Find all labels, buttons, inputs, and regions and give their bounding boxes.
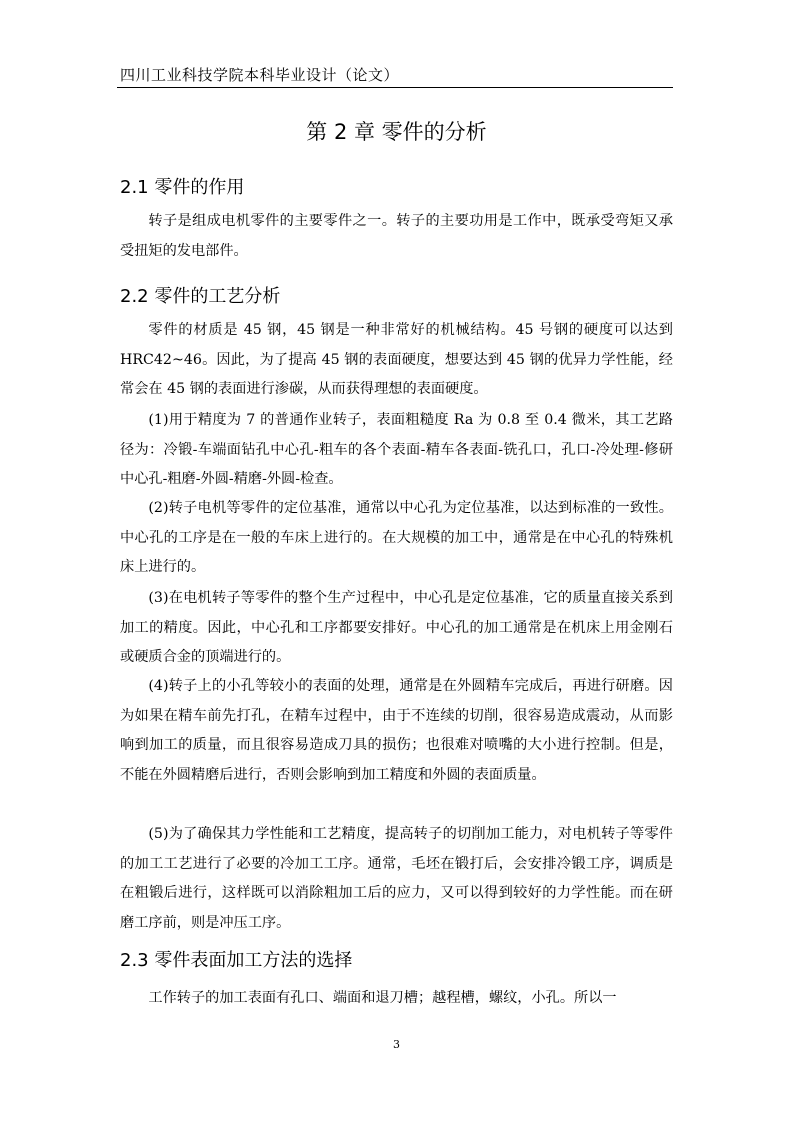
chapter-title: 第 2 章 零件的分析 [306, 120, 487, 144]
header-rule [117, 87, 673, 88]
paragraph-2-3-1: 工作转子的加工表面有孔口、端面和退刀槽；越程槽，螺纹，小孔。所以一 [148, 990, 617, 1006]
section-heading-2-3: 2.3 零件表面加工方法的选择 [120, 950, 353, 971]
paragraph-2-2-6: (5)为了确保其力学性能和工艺精度，提高转子的切削加工能力，对电机转子等零件的加工工艺进行了必要的冷加工工序。通常，毛坯在锻打后，会安排冷锻工序，调质是在粗锻后进行，这样既可以消除粗加工后的应力，又可以得到较好的力学性能。而在研磨工序前，则是冲压工序。 [120, 826, 673, 931]
paragraph-2-2-4: (3)在电机转子等零件的整个生产过程中，中心孔是定位基准，它的质量直接关系到加工的精度。因此，中心孔和工序都要安排好。中心孔的加工通常是在机床上用金刚石或硬质合金的顶端进行的。 [120, 590, 673, 665]
section-heading-2-2: 2.2 零件的工艺分析 [120, 286, 281, 307]
section-heading-2-1: 2.1 零件的作用 [120, 177, 245, 198]
paragraph-2-2-5: (4)转子上的小孔等较小的表面的处理，通常是在外圆精车完成后，再进行研磨。因为如果在精车前先打孔，在精车过程中，由于不连续的切削，很容易造成震动，从而影响到加工的质量，而且很容易造成刀具的损伤；也很难对喷嘴的大小进行控制。但是，不能在外圆精磨后进行，否则会影响到加工精度和外圆的表面质量。 [120, 678, 673, 783]
running-header: 四川工业科技学院本科毕业设计（论文） [120, 66, 400, 84]
paragraph-2-2-1: 零件的材质是 45 钢，45 钢是一种非常好的机械结构。45 号钢的硬度可以达到 HRC42~46。因此，为了提高 45 钢的表面硬度，想要达到 45 钢的优异力学性能，经常会在 45 钢的表面进行渗碳，从而获得理想的表面硬度。 [120, 322, 673, 397]
paragraph-2-2-3: (2)转子电机等零件的定位基准，通常以中心孔为定位基准，以达到标准的一致性。中心孔的工序是在一般的车床上进行的。在大规模的加工中，通常是在中心孔的特殊机床上进行的。 [120, 500, 673, 575]
page-number: 3 [393, 1038, 400, 1051]
paragraph-2-1-1: 转子是组成电机零件的主要零件之一。转子的主要功用是工作中，既承受弯矩又承受扭矩的发电部件。 [120, 213, 673, 259]
paragraph-2-2-2: (1)用于精度为 7 的普通作业转子，表面粗糙度 Ra 为 0.8 至 0.4 微米，其工艺路径为：冷锻-车端面钻孔中心孔-粗车的各个表面-精车各表面-铣孔口，孔口-冷处理-修研中心孔-粗磨-外圆-精磨-外圆-检查。 [120, 412, 674, 487]
